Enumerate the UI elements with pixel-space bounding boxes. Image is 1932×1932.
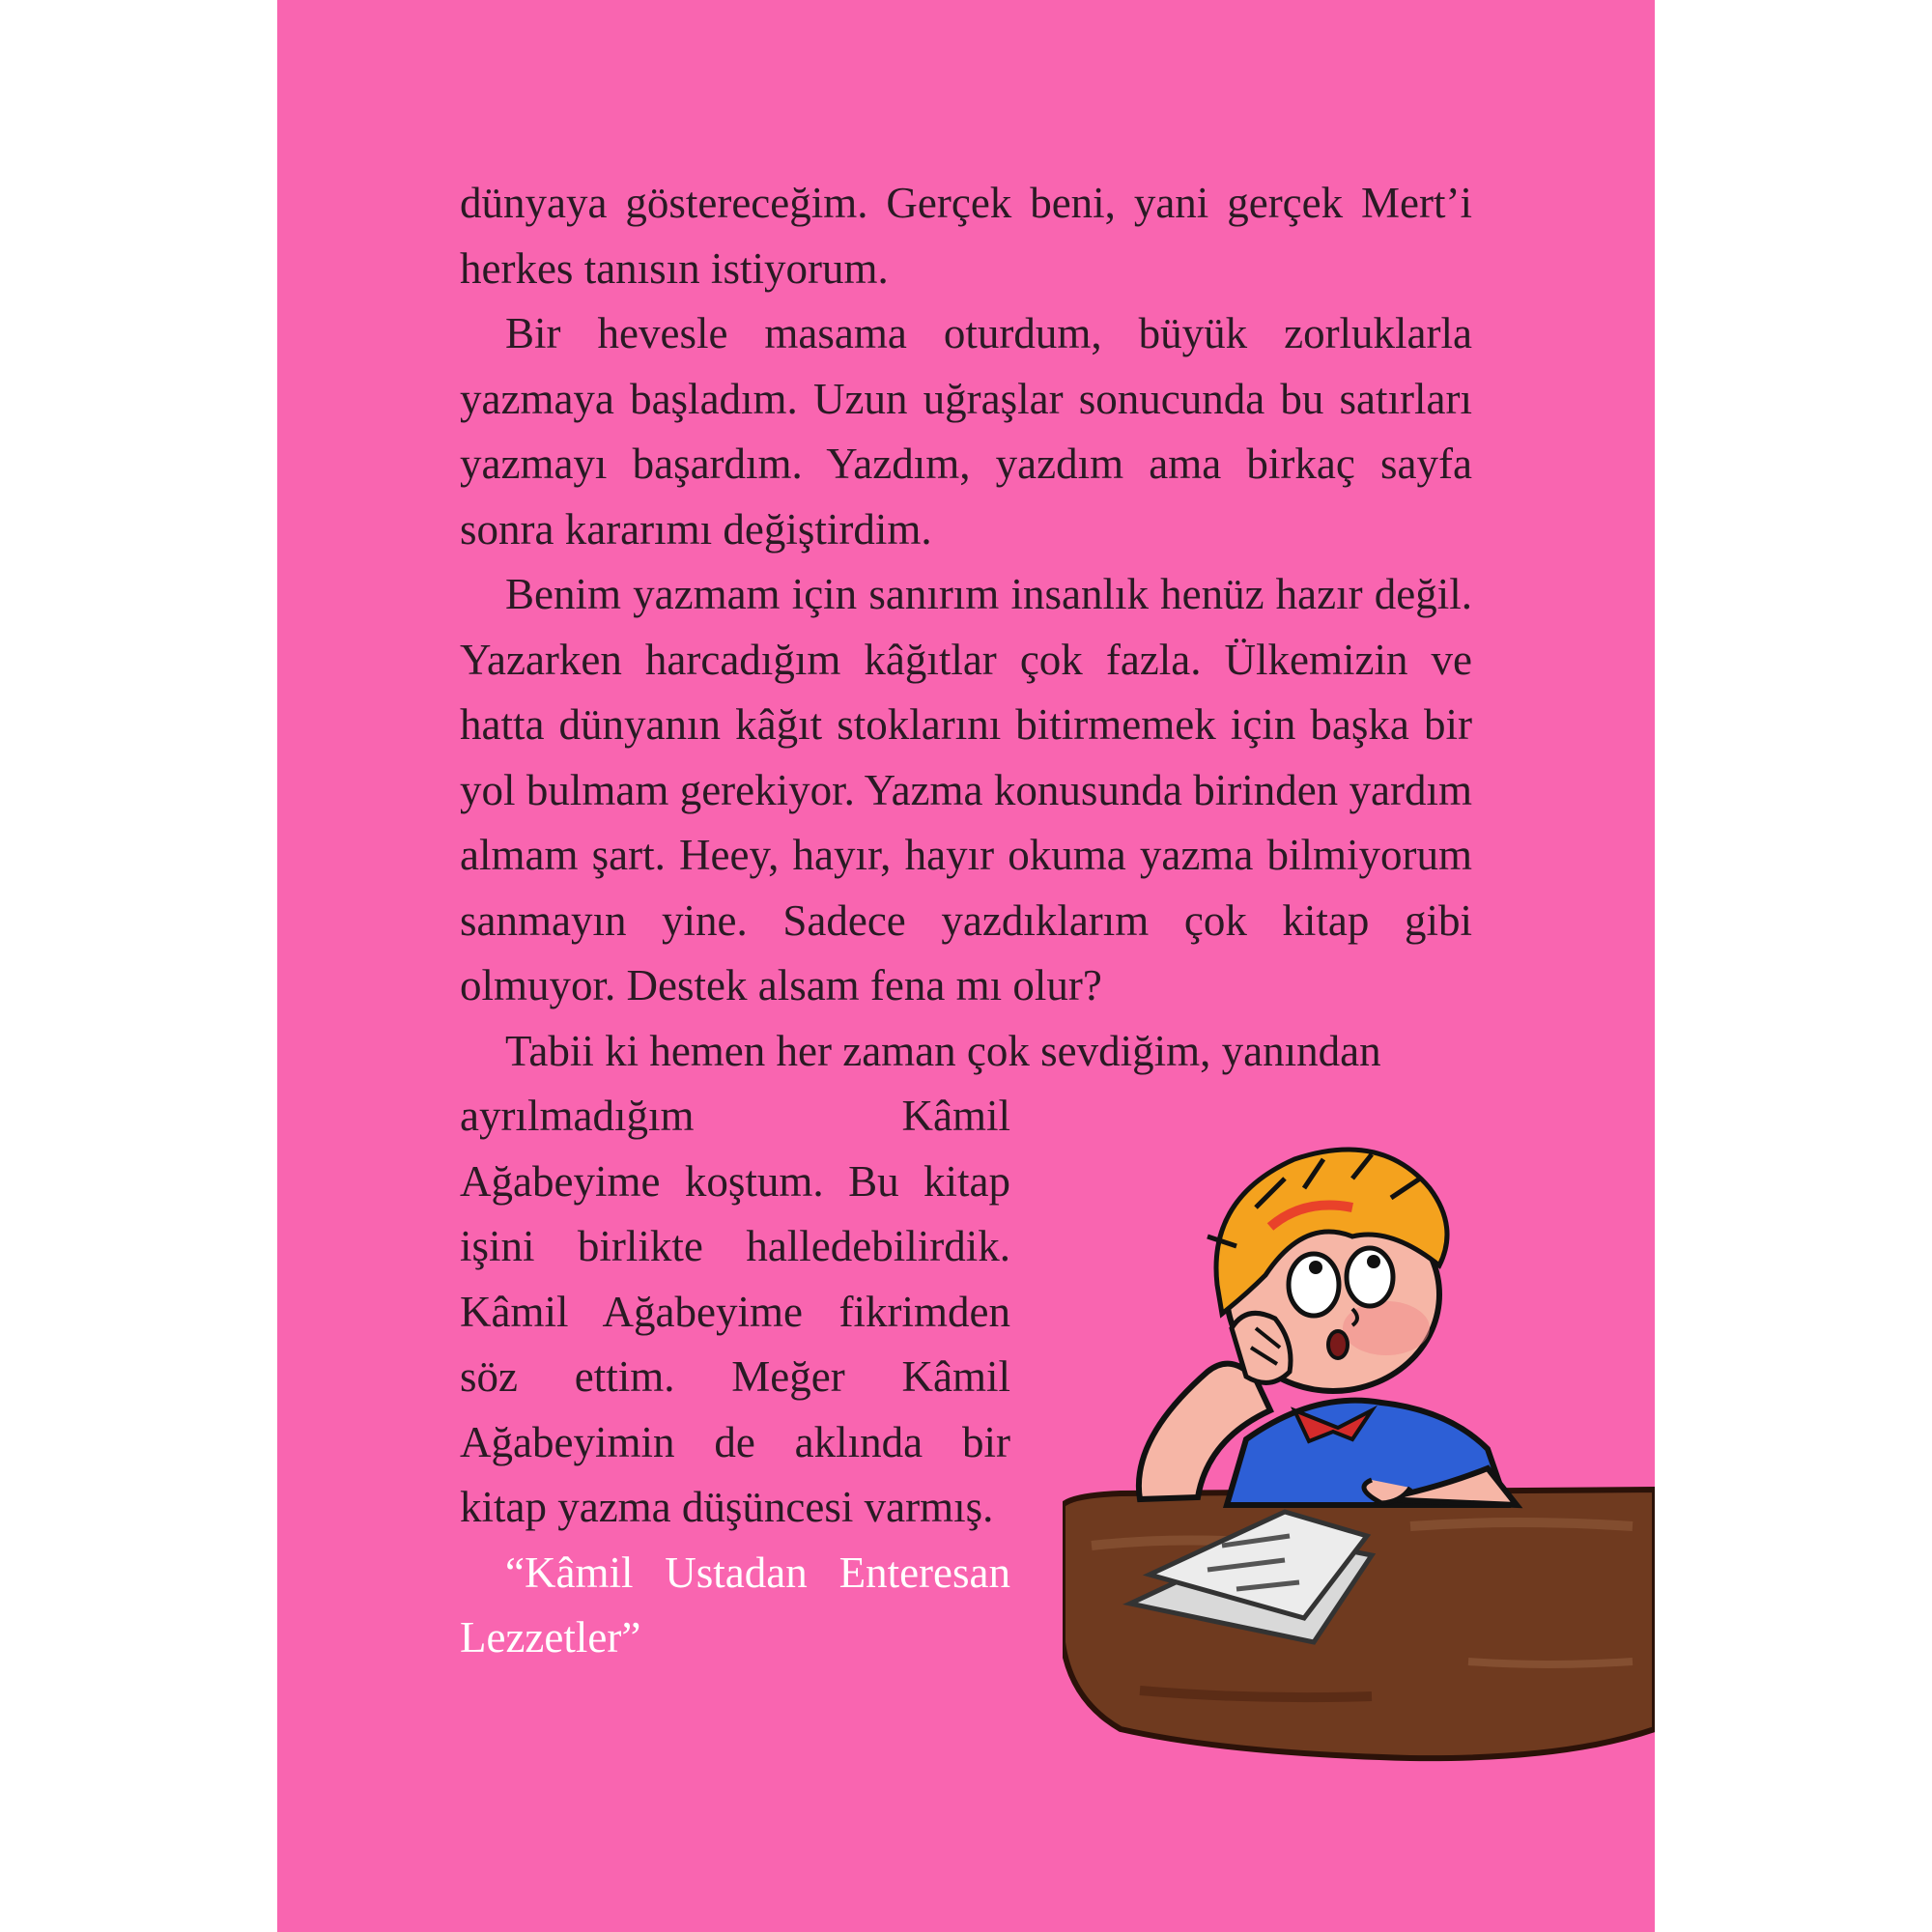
boy-head bbox=[1208, 1150, 1447, 1391]
boy-at-desk-illustration bbox=[1063, 1121, 1655, 1768]
paragraph-2: Bir hevesle masama oturdum, büyük zorluklarla yazmaya başladım. Uzun uğraşlar sonucunda bu satırları yazmayı başardım. Yazdım, yazdım ama birkaç sayfa sonra kararımı değiştirdim. bbox=[460, 309, 1472, 554]
paragraph-1: dünyaya göstereceğim. Gerçek beni, yani gerçek Mert’i herkes tanısın istiyorum. bbox=[460, 179, 1472, 293]
book-title-quote: “Kâmil Ustadan Enteresan Lezzetler” bbox=[460, 1548, 1010, 1662]
desk bbox=[1063, 1490, 1655, 1758]
paragraph-4-wrapped: ayrılmadığım Kâmil Ağabeyime koştum. Bu kitap işini birlikte halledebilirdik. Kâmil Ağabeyime fikrimden söz ettim. Meğer Kâmil Ağabeyimin de aklında bir kitap yazma düşüncesi varmış. bbox=[460, 1092, 1010, 1531]
paragraph-4-first-line: Tabii ki hemen her zaman çok sevdiğim, yanından bbox=[505, 1026, 1381, 1075]
paragraph-3: Benim yazmam için sanırım insanlık henüz hazır değil. Yazarken harcadığım kâğıtlar çok fazla. Ülkemizin ve hatta dünyanın kâğıt stoklarını bitirmemek için başka bir yol bulmam gerekiyor. Yazma konusunda birinden yardım almam şart. Heey, hayır, hayır okuma yazma bilmiyorum sanmayın yine. Sadece yazdıklarım çok kitap gibi olmuyor. Destek alsam fena mı olur? bbox=[460, 570, 1472, 1009]
